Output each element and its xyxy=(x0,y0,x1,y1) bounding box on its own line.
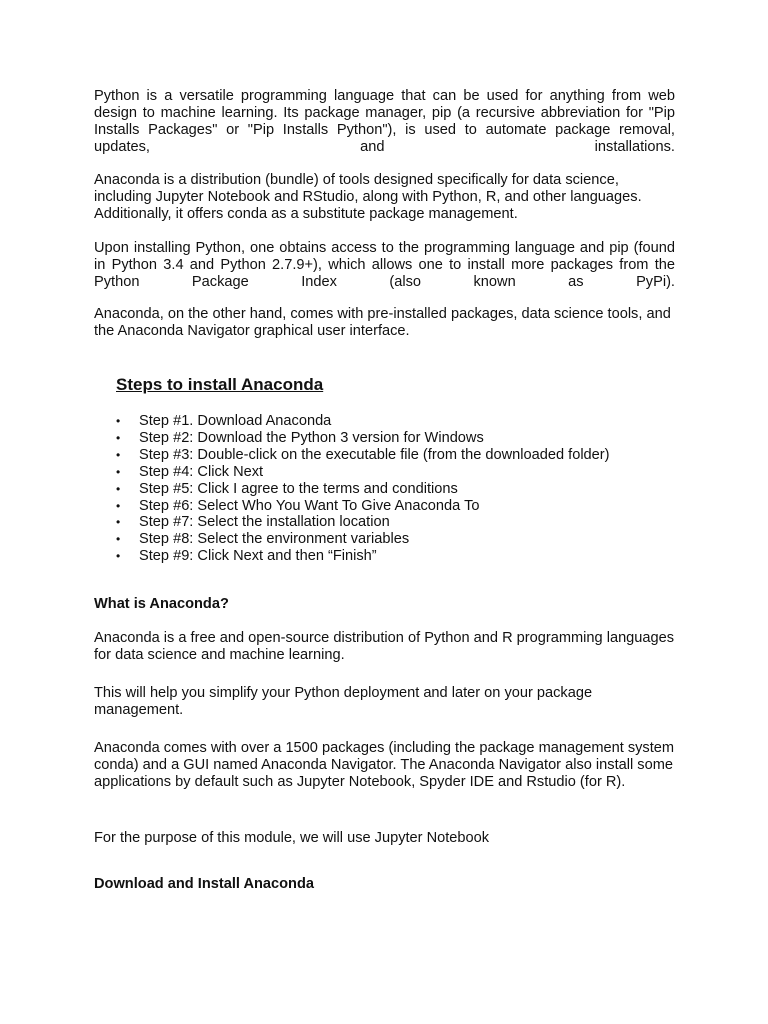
intro-paragraph-anaconda: Anaconda is a distribution (bundle) of tools designed specifically for data science, including Jupyter Notebook and RStudio, along with Python, R, and other languages. Additionally, it offers conda as a substitute package management. xyxy=(94,172,642,222)
intro-paragraph-installing-python: Upon installing Python, one obtains access to the programming language and pip (found in Python 3.4 and Python 2.7.9+), which allows one to install more packages from the Python Package Index (also known as PyPi). xyxy=(94,240,675,290)
download-install-heading: Download and Install Anaconda xyxy=(94,876,315,892)
step-text: Step #8: Select the environment variables xyxy=(139,531,410,548)
bullet-icon: • xyxy=(116,549,121,564)
bullet-icon: • xyxy=(116,498,121,513)
step-text: Step #2: Download the Python 3 version for Windows xyxy=(139,429,484,446)
list-item xyxy=(116,413,610,430)
bullet-icon: • xyxy=(116,414,121,428)
steps-heading: Steps to install Anaconda xyxy=(116,375,324,394)
bullet-icon: • xyxy=(116,532,121,547)
list-item xyxy=(116,481,610,498)
bullet-icon: • xyxy=(116,447,121,462)
bullet-icon: • xyxy=(116,515,121,530)
list-item xyxy=(116,430,610,447)
intro-paragraph-pip: Python is a versatile programming language that can be used for anything from web design to machine learning. Its package manager, pip (a recursive abbreviation for "Pip Installs Packages" or "Pip Installs Python"), is used to automate package removal, updates, and installations. xyxy=(94,88,675,155)
step-text: Step #5: Click I agree to the terms and conditions xyxy=(139,480,458,497)
step-text: Step #3: Double-click on the executable file (from the downloaded folder) xyxy=(139,446,610,463)
step-text: Step #7: Select the installation location xyxy=(139,514,390,531)
what-is-paragraph-simplify: This will help you simplify your Python deployment and later on your package management. xyxy=(94,685,593,718)
bullet-icon: • xyxy=(116,430,121,445)
step-text: Step #6: Select Who You Want To Give Anaconda To xyxy=(139,497,480,514)
bullet-icon: • xyxy=(116,464,121,479)
what-is-paragraph-definition: Anaconda is a free and open-source distribution of Python and R programming languages for data science and machine learning. xyxy=(94,630,675,663)
step-text: Step #4: Click Next xyxy=(139,463,264,480)
what-is-paragraph-packages: Anaconda comes with over a 1500 packages (including the package management system conda) and a GUI named Anaconda Navigator. The Anaconda Navigator also install some applications by default such as Jupyter Notebook, Spyder IDE and Rstudio (for R). xyxy=(94,740,675,790)
intro-paragraph-anaconda-preinstalled: Anaconda, on the other hand, comes with pre-installed packages, data science tools, and the Anaconda Navigator graphical user interface. xyxy=(94,306,671,339)
what-is-anaconda-heading: What is Anaconda? xyxy=(94,596,229,612)
steps-list xyxy=(116,413,610,565)
bullet-icon: • xyxy=(116,481,121,496)
what-is-paragraph-module: For the purpose of this module, we will use Jupyter Notebook xyxy=(94,830,490,846)
list-item xyxy=(116,514,610,531)
step-text: Step #1. Download Anaconda xyxy=(139,413,332,429)
step-text: Step #9: Click Next and then “Finish” xyxy=(139,548,377,565)
list-item xyxy=(116,498,610,515)
list-item xyxy=(116,447,610,464)
list-item xyxy=(116,548,610,565)
list-item xyxy=(116,464,610,481)
list-item xyxy=(116,531,610,548)
